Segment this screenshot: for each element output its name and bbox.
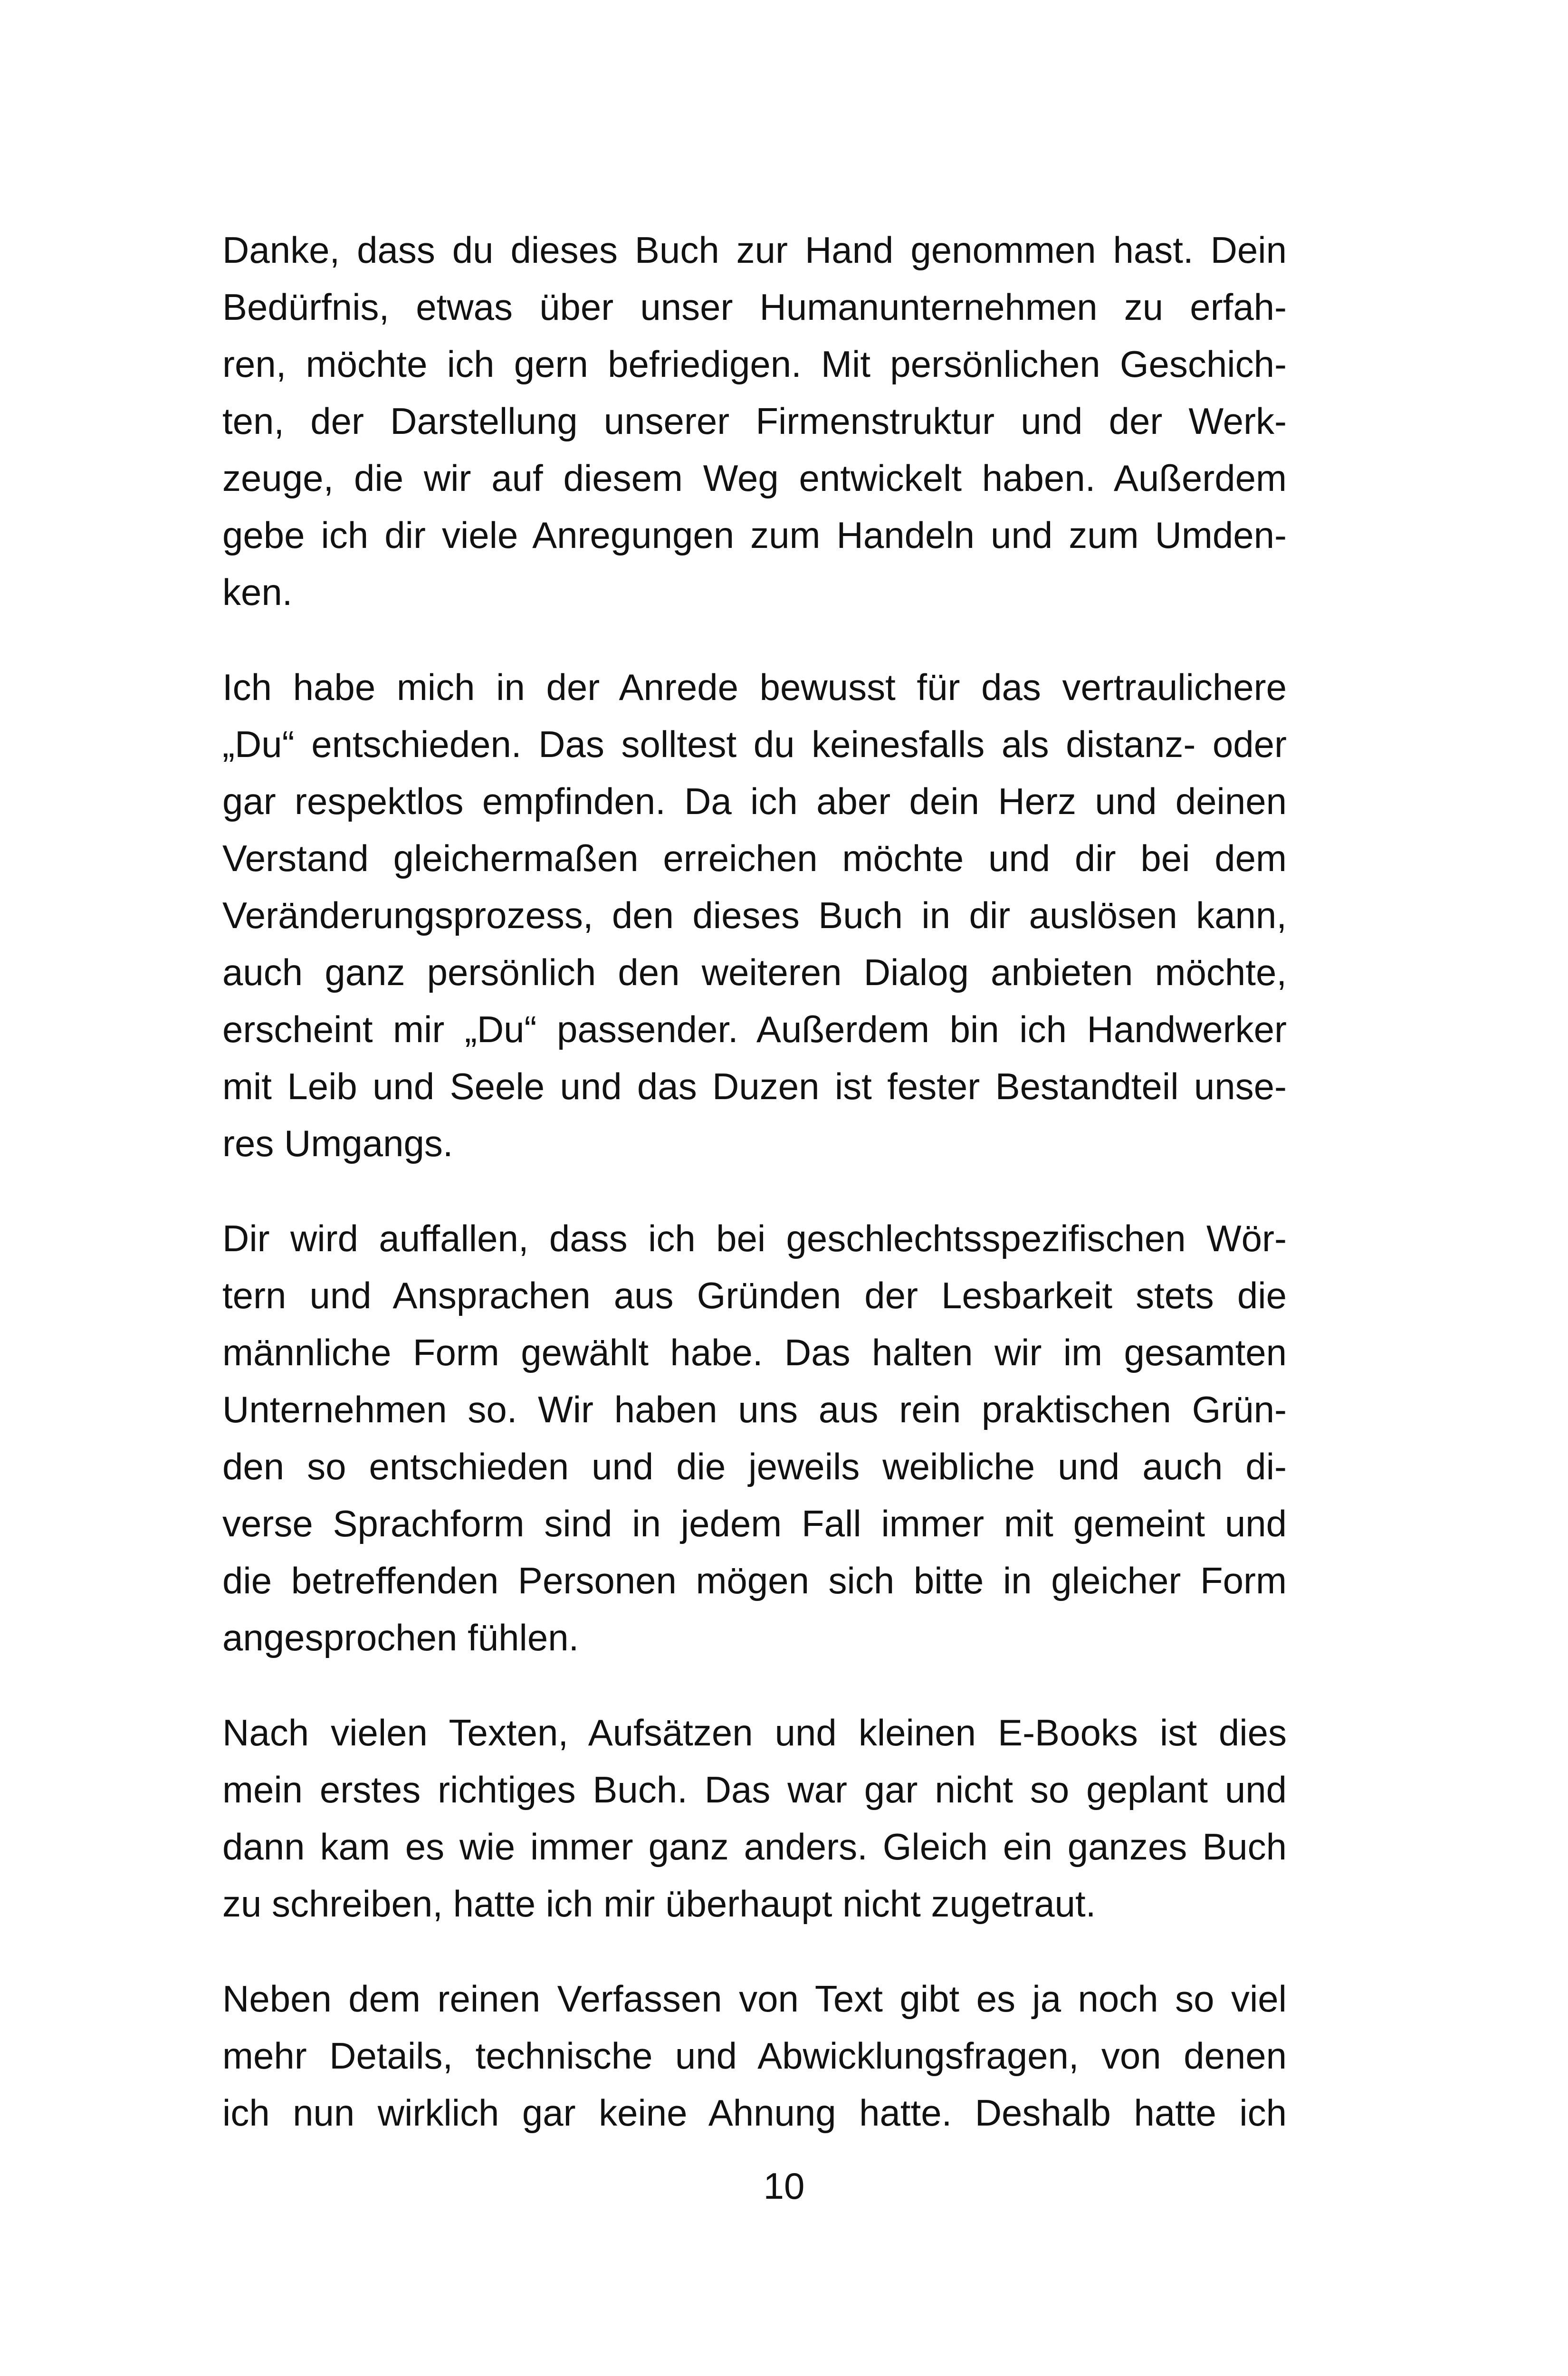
text-line: Veränderungsprozess, den dieses Buch in dir auslösen kann, (222, 894, 1287, 936)
text-line: erscheint mir „Du“ passender. Außerdem bin ich Handwerker (222, 1008, 1287, 1050)
text-line: auch ganz persönlich den weiteren Dialog anbieten möchte, (222, 951, 1287, 993)
text-line: zu schreiben, hatte ich mir überhaupt nicht zugetraut. (222, 1883, 1096, 1925)
text-line: die betreffenden Personen mögen sich bitte in gleicher Form (222, 1560, 1287, 1601)
paragraph (222, 1210, 1287, 1666)
text-line: Bedürfnis, etwas über unser Humanunternehmen zu erfah- (222, 286, 1287, 328)
text-line: mehr Details, technische und Abwicklungsfragen, von denen (222, 2035, 1287, 2077)
text-line: angesprochen fühlen. (222, 1617, 579, 1658)
text-line: ten, der Darstellung unserer Firmenstruktur und der Werk- (222, 400, 1287, 442)
text-line: Dir wird auffallen, dass ich bei geschlechtsspezifischen Wör- (222, 1217, 1287, 1259)
text-line: Ich habe mich in der Anrede bewusst für das vertraulichere (222, 666, 1287, 708)
text-line: Nach vielen Texten, Aufsätzen und kleinen E-Books ist dies (222, 1712, 1287, 1753)
text-line: ken. (222, 571, 293, 613)
paragraph (222, 1970, 1287, 2141)
text-line: ren, möchte ich gern befriedigen. Mit persönlichen Geschich- (222, 343, 1287, 385)
text-line: dann kam es wie immer ganz anders. Gleich ein ganzes Buch (222, 1826, 1287, 1868)
text-line: „Du“ entschieden. Das solltest du keinesfalls als distanz- oder (222, 723, 1287, 765)
text-line: verse Sprachform sind in jedem Fall immer mit gemeint und (222, 1503, 1287, 1544)
body-text (222, 221, 1287, 2179)
paragraph (222, 659, 1287, 1172)
text-line: Danke, dass du dieses Buch zur Hand genommen hast. Dein (222, 229, 1287, 271)
text-line: tern und Ansprachen aus Gründen der Lesbarkeit stets die (222, 1274, 1287, 1316)
paragraph (222, 1704, 1287, 1932)
text-line: ich nun wirklich gar keine Ahnung hatte. Deshalb hatte ich (222, 2092, 1287, 2134)
page-number: 10 (763, 2165, 805, 2207)
text-line: gebe ich dir viele Anregungen zum Handeln und zum Umden- (222, 514, 1287, 556)
text-line: den so entschieden und die jeweils weibliche und auch di- (222, 1446, 1287, 1487)
text-line: Verstand gleichermaßen erreichen möchte und dir bei dem (222, 837, 1287, 879)
text-line: mein erstes richtiges Buch. Das war gar nicht so geplant und (222, 1769, 1287, 1811)
text-line: Unternehmen so. Wir haben uns aus rein praktischen Grün- (222, 1389, 1287, 1430)
text-line: zeuge, die wir auf diesem Weg entwickelt haben. Außerdem (222, 457, 1287, 499)
text-line: res Umgangs. (222, 1122, 453, 1164)
text-line: Neben dem reinen Verfassen von Text gibt es ja noch so viel (222, 1978, 1287, 2020)
text-line: mit Leib und Seele und das Duzen ist fester Bestandteil unse- (222, 1065, 1287, 1107)
paragraph (222, 221, 1287, 621)
text-line: gar respektlos empfinden. Da ich aber dein Herz und deinen (222, 780, 1287, 822)
text-line: männliche Form gewählt habe. Das halten wir im gesamten (222, 1332, 1287, 1373)
